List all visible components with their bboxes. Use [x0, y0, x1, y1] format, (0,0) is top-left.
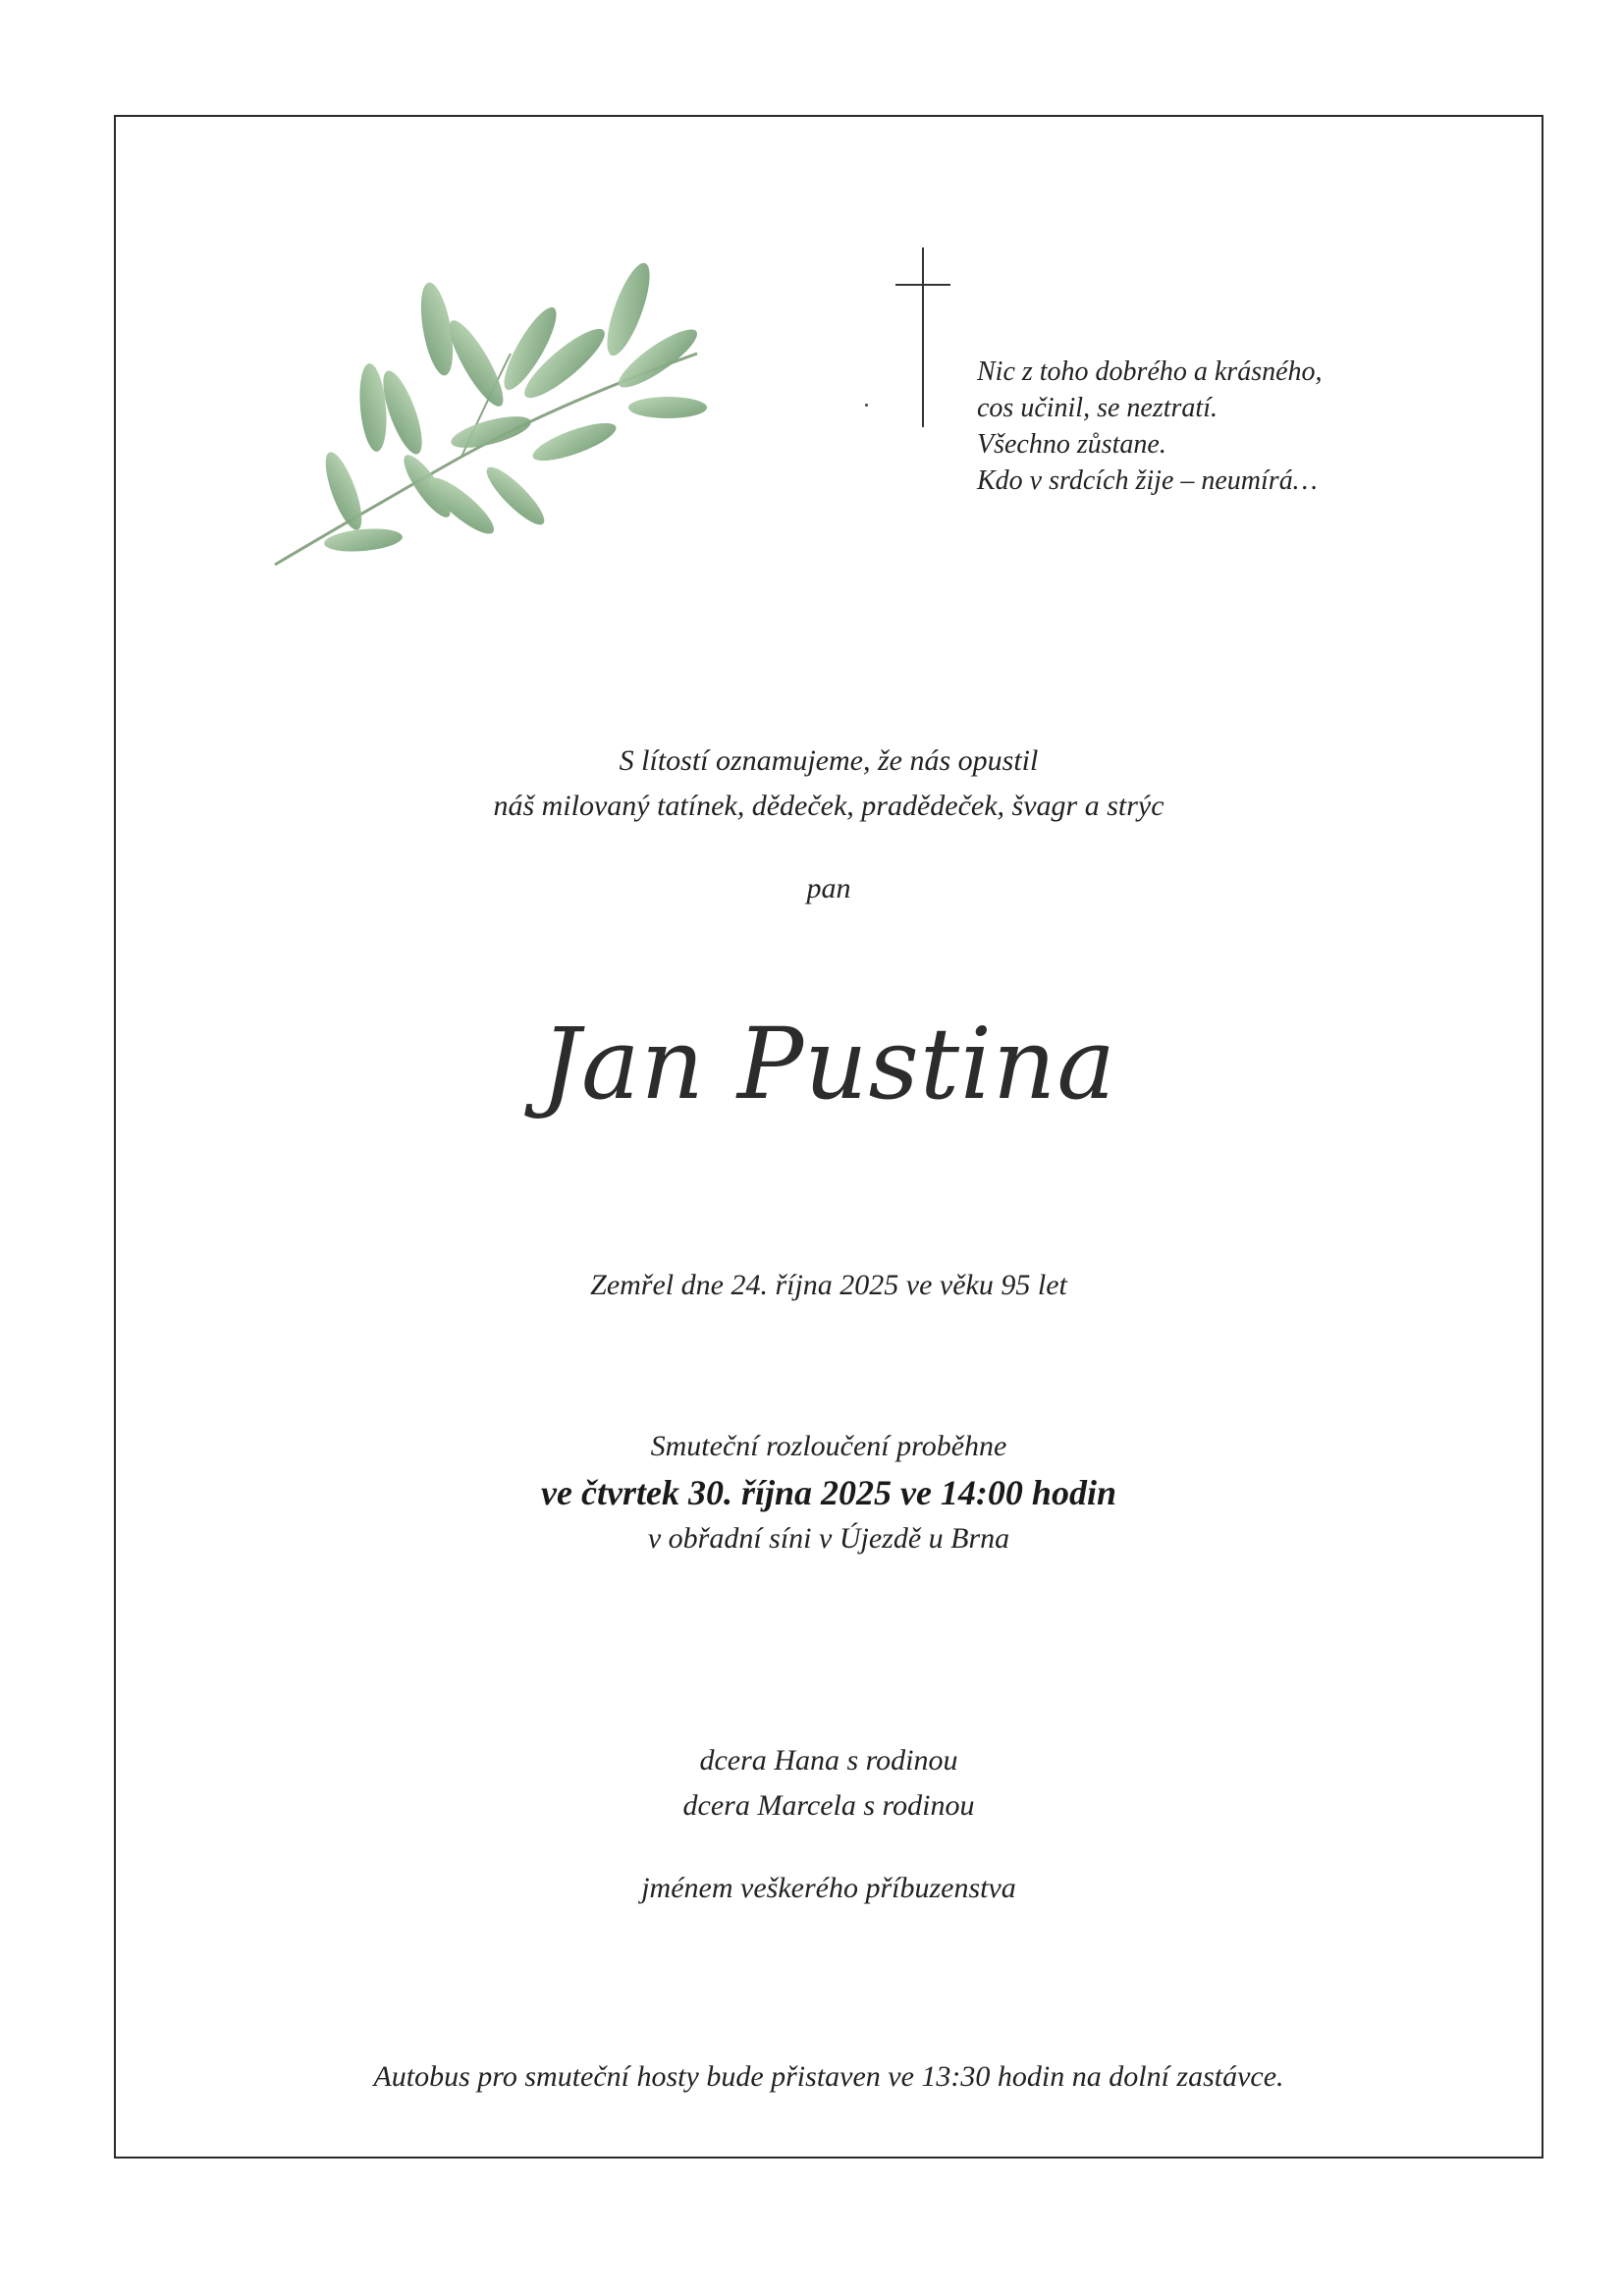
announcement-line: S lítostí oznamujeme, že nás opustil [619, 744, 1039, 777]
farewell-line: Smuteční rozloučení proběhne [650, 1430, 1007, 1462]
quote-line: cos učinil, se neztratí. [977, 393, 1218, 423]
quote-line: Nic z toho dobrého a krásného, [977, 356, 1323, 387]
mourners [114, 1738, 1543, 1829]
mourner-item: dcera Marcela s rodinou [682, 1789, 975, 1822]
bus-notice: Autobus pro smuteční hosty bude přistaven ve 13:30 hodin na dolní zastávce. [373, 2060, 1284, 2093]
cross-icon [893, 246, 952, 427]
quote [977, 354, 1429, 499]
deceased-name: Jan Pustina [540, 1007, 1117, 1121]
farewell-datetime: ve čtvrtek 30. října 2025 ve 14:00 hodin [541, 1473, 1116, 1512]
on-behalf: jménem veškerého příbuzenstva [641, 1872, 1016, 1904]
speck [865, 404, 868, 407]
quote-line: Kdo v srdcích žije – neumírá… [977, 465, 1318, 496]
farewell [114, 1424, 1543, 1561]
quote-line: Všechno zůstane. [977, 429, 1166, 460]
death-date: Zemřel dne 24. října 2025 ve věku 95 let [590, 1269, 1067, 1301]
announcement-line: náš milovaný tatínek, dědeček, pradědeček, švagr a strýc [493, 790, 1164, 822]
olive-branch-icon [265, 246, 731, 584]
farewell-place: v obřadní síni v Újezdě u Brna [647, 1522, 1010, 1555]
mourner-item: dcera Hana s rodinou [699, 1744, 958, 1777]
title-pan: pan [806, 872, 851, 904]
announcement [114, 738, 1543, 829]
